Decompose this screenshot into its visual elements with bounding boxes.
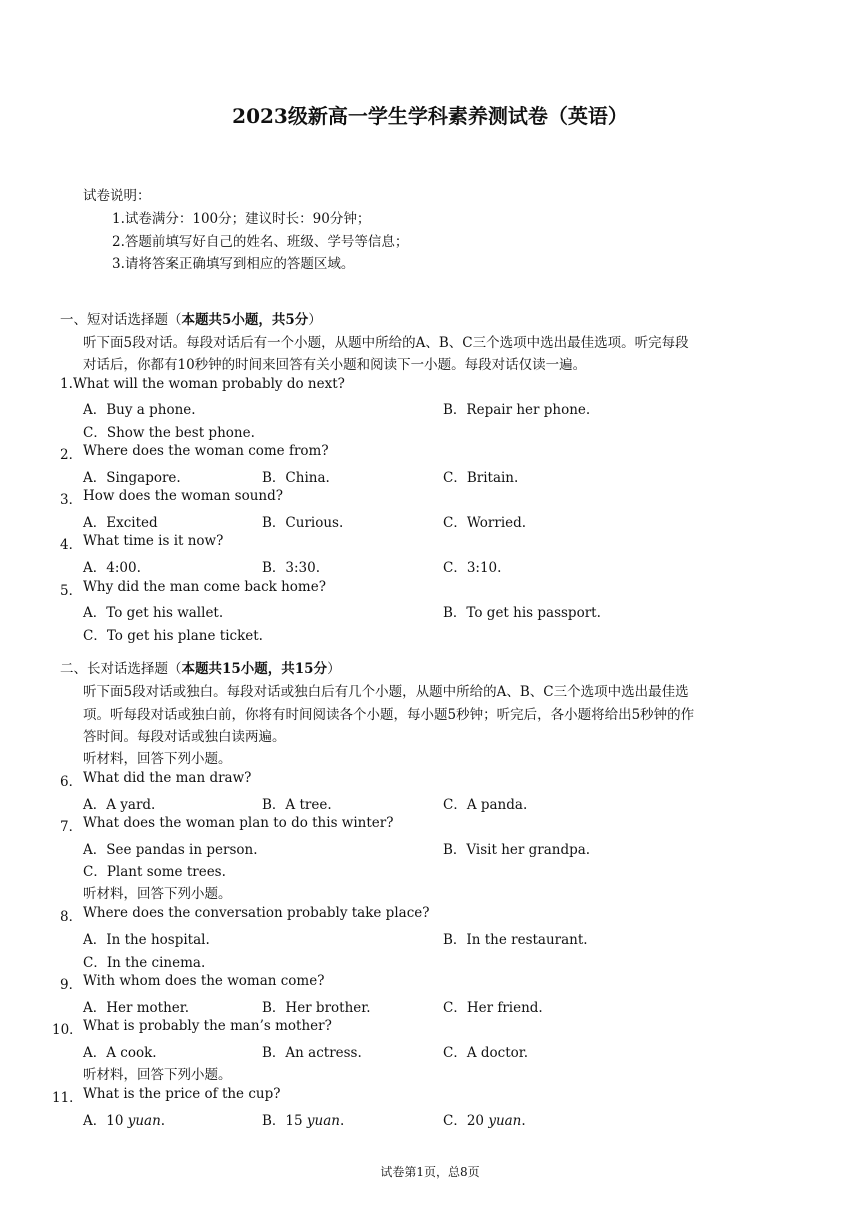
question-number: 11．: [52, 1090, 83, 1106]
option-b: B．Repair her phone.: [443, 402, 591, 418]
option-c: C．A panda.: [443, 797, 528, 813]
question-text: What time is it now?: [83, 533, 224, 549]
option-b: B．3:30.: [262, 560, 321, 576]
question-number: 5．: [60, 583, 83, 599]
option-a: A．10 yuan.: [83, 1113, 166, 1129]
question-text: Where does the conversation probably take place?: [83, 905, 430, 921]
listen-note: 听材料，回答下列小题。: [83, 886, 232, 902]
instruction-item: 2.答题前填写好自己的姓名、班级、学号等信息；: [112, 234, 409, 250]
page-footer: 试卷第1页，总8页: [380, 1165, 480, 1179]
option-c: C．In the cinema.: [83, 955, 206, 971]
option-a: A．See pandas in person.: [83, 842, 258, 858]
option-b: B．China.: [262, 470, 330, 486]
option-c: C．Her friend.: [443, 1000, 543, 1016]
question-number: 8．: [60, 909, 83, 925]
option-c: C．Worried.: [443, 515, 527, 531]
option-b: B．In the restaurant.: [443, 932, 588, 948]
question-number: 1.: [60, 376, 73, 392]
option-b: B．To get his passport.: [443, 605, 601, 621]
question-number: 4．: [60, 537, 83, 553]
section-1-intro: 听下面5段对话。每段对话后有一个小题，从题中所给的A、B、C三个选项中选出最佳选项。听完每段: [83, 335, 689, 351]
question-text: How does the woman sound?: [83, 488, 283, 504]
listen-note: 听材料，回答下列小题。: [83, 751, 232, 767]
option-a: A．Excited: [83, 515, 158, 531]
option-a: A．4:00.: [83, 560, 141, 576]
question-number: 2．: [60, 447, 83, 463]
option-c: C．20 yuan.: [443, 1113, 526, 1129]
option-c: C．A doctor.: [443, 1045, 529, 1061]
question-text: What is probably the man’s mother?: [83, 1018, 332, 1034]
section-2-intro: 项。听每段对话或独白前，你将有时间阅读各个小题，每小题5秒钟；听完后，各小题将给出5秒钟的作: [83, 707, 695, 723]
question-number: 10．: [52, 1022, 83, 1038]
option-c: C．3:10.: [443, 560, 502, 576]
option-b: B．A tree.: [262, 797, 332, 813]
section-2-title: 二、长对话选择题（本题共15小题，共15分）: [60, 661, 341, 677]
question-text: What did the man draw?: [83, 770, 252, 786]
option-c: C．Plant some trees.: [83, 864, 226, 880]
question-text: Where does the woman come from?: [83, 443, 329, 459]
section-2-intro: 听下面5段对话或独白。每段对话或独白后有几个小题，从题中所给的A、B、C三个选项中选出最佳选: [83, 684, 689, 700]
option-b: B．15 yuan.: [262, 1113, 345, 1129]
section-2-intro: 答时间。每段对话或独白读两遍。: [83, 729, 286, 745]
question-number: 6．: [60, 774, 83, 790]
option-b: B．Curious.: [262, 515, 344, 531]
option-a: A．Singapore.: [83, 470, 181, 486]
instruction-item: 1.试卷满分：100分；建议时长：90分钟；: [112, 211, 371, 227]
question-text: What is the price of the cup?: [83, 1086, 281, 1102]
instruction-item: 3.请将答案正确填写到相应的答题区域。: [112, 256, 355, 272]
option-c: C．To get his plane ticket.: [83, 628, 263, 644]
question-text: Why did the man come back home?: [83, 579, 326, 595]
option-b: B．An actress.: [262, 1045, 362, 1061]
option-b: B．Visit her grandpa.: [443, 842, 591, 858]
option-a: A．To get his wallet.: [83, 605, 224, 621]
instructions-heading: 试卷说明：: [83, 188, 151, 204]
option-a: A．A cook.: [83, 1045, 157, 1061]
option-a: A．A yard.: [83, 797, 156, 813]
option-a: A．In the hospital.: [83, 932, 210, 948]
section-1-title: 一、短对话选择题（本题共5小题，共5分）: [60, 312, 322, 328]
option-a: A．Buy a phone.: [83, 402, 196, 418]
page-title: 2023级新高一学生学科素养测试卷（英语）: [232, 104, 628, 128]
option-c: C．Britain.: [443, 470, 519, 486]
question-text: What will the woman probably do next?: [73, 376, 345, 392]
section-1-intro: 对话后，你都有10秒钟的时间来回答有关小题和阅读下一小题。每段对话仅读一遍。: [83, 357, 587, 373]
option-a: A．Her mother.: [83, 1000, 190, 1016]
option-b: B．Her brother.: [262, 1000, 371, 1016]
option-c: C．Show the best phone.: [83, 425, 255, 441]
question-number: 3．: [60, 492, 83, 508]
listen-note: 听材料，回答下列小题。: [83, 1067, 232, 1083]
question-number: 9．: [60, 977, 83, 993]
question-number: 7．: [60, 819, 83, 835]
question-text: What does the woman plan to do this winter?: [83, 815, 394, 831]
question-text: With whom does the woman come?: [83, 973, 325, 989]
